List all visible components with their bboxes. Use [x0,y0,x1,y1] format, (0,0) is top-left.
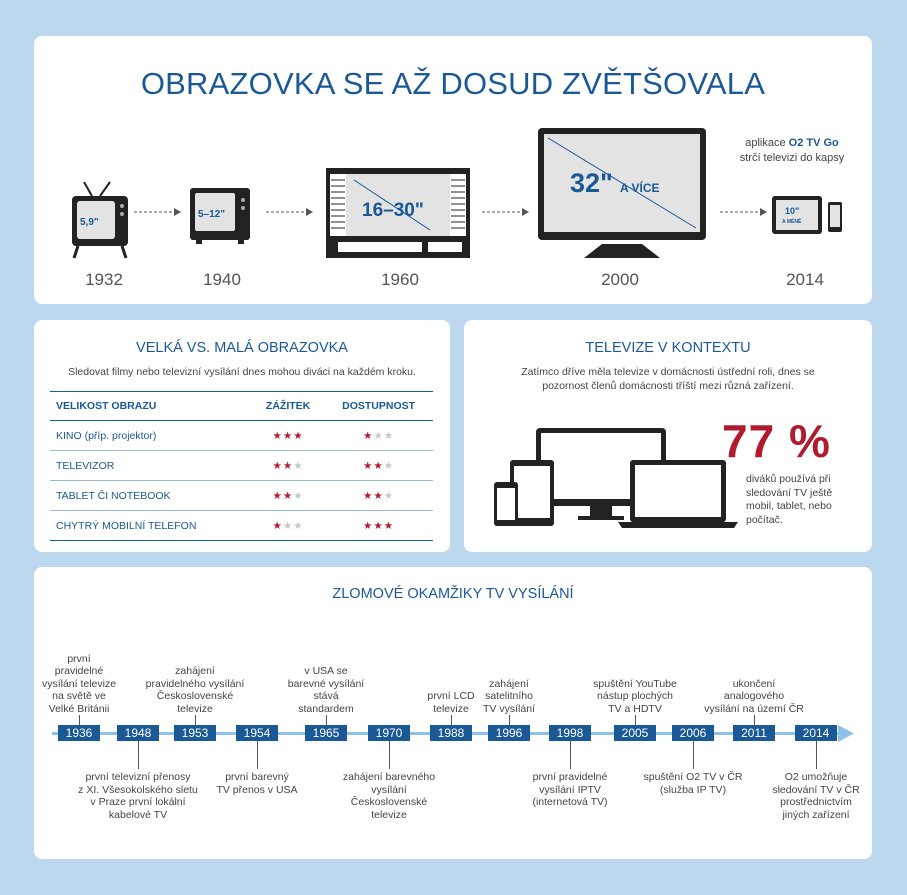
event-line: ukončení [732,677,776,690]
arrow-icon [720,207,768,217]
row-label: KINO (příp. projektor) [50,421,252,451]
timeline-year: 2011 [733,725,775,741]
timeline-year: 1998 [549,725,591,741]
star-empty-icon: ★ [293,459,304,472]
row-label: TABLET ČI NOTEBOOK [50,481,252,511]
note-line: mobil, tablet, nebo [746,500,832,512]
timeline-year: 2014 [795,725,837,741]
event-line: prostřednictvím [780,796,852,808]
star-filled-icon: ★ [362,429,374,442]
star-filled-icon: ★ [373,519,384,532]
tv-context-subtitle-line2: pozornost členů domácnosti tříští mezi různá zařízení. [542,380,794,392]
header-size: VELIKOST OBRAZU [50,392,252,421]
timeline-year: 1970 [368,725,410,741]
timeline-arrow-icon [838,725,854,742]
timeline-year: 2005 [614,725,656,741]
event-line: vysílání televize [41,677,117,690]
event-line: stává [313,690,339,702]
event-line: televize [371,808,407,821]
timeline-year: 1965 [305,725,347,741]
event-line: satelitního [485,690,533,702]
timeline-year: 1936 [58,725,100,741]
event-line: TV vysílání [483,702,535,715]
star-filled-icon: ★ [383,519,395,532]
event-1970 [314,771,464,821]
timeline-tick [816,741,817,769]
big-vs-small-title: VELKÁ VS. MALÁ OBRAZOVKA [136,340,348,356]
star-filled-icon: ★ [272,519,283,532]
star-empty-icon: ★ [373,429,384,442]
tablet-size-suffix: A MÉNĚ [782,219,802,225]
availability-rating [324,511,433,541]
table-row [50,481,433,511]
star-filled-icon: ★ [272,489,283,502]
year-2000: 2000 [601,270,639,289]
event-line: spuštění YouTube [593,677,677,690]
timeline-tick [138,741,139,769]
arrow-icon [266,207,314,217]
event-line: TV a HDTV [608,702,662,715]
timeline-tick [570,741,571,769]
event-line: na světě ve [52,690,106,702]
experience-rating [252,511,324,541]
screen-comparison-table [50,391,433,541]
row-label: TELEVIZOR [50,451,252,481]
year-1932: 1932 [85,270,123,289]
event-line: vysílání na území ČR [704,702,804,715]
event-line: televize [177,702,213,715]
tv-1960-illustration [324,166,472,260]
timeline-tick [195,715,196,725]
event-line: standardem [298,702,354,715]
star-empty-icon: ★ [383,459,395,472]
tablet-phone-illustration [770,194,850,238]
event-1953 [120,665,270,715]
star-filled-icon: ★ [362,489,374,502]
screen-growth-panel [34,36,872,304]
tv-1940-size: 5–12" [198,209,225,220]
event-line: pravidelné [54,665,104,677]
event-line: první barevný [225,771,289,783]
event-line: pravidelného vysílání [145,677,245,690]
tv-2000-size-suffix: A VÍCE [620,181,660,195]
event-line: zahájení barevného [342,771,436,783]
timeline-year: 2006 [672,725,714,741]
star-filled-icon: ★ [293,429,304,442]
event-line: zahájení [175,665,215,677]
timeline-tick [635,715,636,725]
event-line: první [67,652,91,665]
availability-rating [324,481,433,511]
arrow-icon [482,207,530,217]
experience-rating [252,481,324,511]
big-vs-small-subtitle: Sledovat filmy nebo televizní vysílání dnes mohou diváci na každém kroku. [68,366,416,378]
event-line: nástup plochých [597,690,673,702]
header-experience: ZÁŽITEK [252,392,324,421]
note-line: diváků používá při [746,473,831,485]
event-1954 [182,771,332,796]
event-line: (internetová TV) [532,796,608,808]
event-line: TV přenos v USA [216,783,298,796]
event-line: vysílání [371,783,407,796]
tv-1960-size: 16–30" [362,200,424,221]
timeline-tick [79,715,80,725]
app-note-prefix: aplikace [745,137,786,149]
event-2011 [679,678,829,716]
tv-context-panel [464,320,872,552]
tv-context-subtitle-line1: Zatímco dříve měla televize v domácnosti ústřední roli, dnes se [521,366,815,378]
percent-note [746,473,832,527]
event-line: spuštění O2 TV v ČR [643,771,743,783]
percent-value: 77 % [722,415,831,467]
star-empty-icon: ★ [293,489,304,502]
event-line: Československé [156,690,234,702]
event-line: zahájení [489,677,529,690]
tv-context-title: TELEVIZE V KONTEXTU [585,340,751,356]
row-label: CHYTRÝ MOBILNÍ TELEFON [50,511,252,541]
tv-2000-size: 32" [570,168,613,198]
event-line: (služba IP TV) [659,783,727,796]
tv-1932-size: 5,9" [80,217,99,228]
star-empty-icon: ★ [383,429,395,442]
timeline-year: 1953 [174,725,216,741]
timeline-tick [389,741,390,769]
note-line: počítač. [746,513,783,526]
star-empty-icon: ★ [282,519,294,532]
event-line: barevné vysílání [287,677,365,690]
timeline-year: 1954 [236,725,278,741]
event-line: kabelové TV [108,808,168,821]
availability-rating [324,421,433,451]
event-line: O2 umožňuje [784,771,848,783]
table-row [50,511,433,541]
milestones-title: ZLOMOVÉ OKAMŽIKY TV VYSÍLÁNÍ [332,586,574,602]
timeline-tick [326,715,327,725]
header-availability: DOSTUPNOST [324,392,433,421]
timeline-tick [693,741,694,769]
star-filled-icon: ★ [282,489,294,502]
timeline-year: 1948 [117,725,159,741]
event-line: první televizní přenosy [85,771,191,783]
experience-rating [252,451,324,481]
event-line: vysílání IPTV [539,783,601,796]
year-1960: 1960 [381,270,419,289]
event-line: televize [433,702,469,715]
star-filled-icon: ★ [272,459,283,472]
tablet-size: 10" [785,206,800,216]
app-note-brand: O2 TV Go [788,137,839,149]
table-row [50,451,433,481]
event-line: analogového [723,690,785,702]
tv-1940-illustration [186,186,256,246]
event-line: z XI. Všesokolského sletu [78,783,198,796]
timeline-tick [754,715,755,725]
star-filled-icon: ★ [373,489,384,502]
event-line: v Praze první lokální [90,796,186,808]
event-line: Československé [350,796,428,808]
timeline-year: 1996 [488,725,530,741]
app-note [722,136,862,166]
timeline-tick [451,715,452,725]
tv-1932-illustration [64,176,144,276]
timeline-year: 1988 [430,725,472,741]
screen-growth-title: OBRAZOVKA SE AŽ DOSUD ZVĚTŠOVALA [140,66,766,101]
availability-rating [324,451,433,481]
note-line: sledování TV ještě [746,486,833,499]
tv-context-subtitle [464,365,872,393]
year-1940: 1940 [203,270,241,289]
big-vs-small-panel [34,320,450,552]
timeline-tick [509,715,510,725]
star-filled-icon: ★ [362,459,374,472]
event-2014 [741,771,891,821]
event-line: sledování TV v ČR [772,783,860,796]
star-empty-icon: ★ [293,519,304,532]
event-line: první pravidelné [532,771,608,783]
event-line: první LCD [427,690,475,702]
star-filled-icon: ★ [282,459,294,472]
star-empty-icon: ★ [383,489,395,502]
tv-2000-illustration [534,126,710,262]
table-row [50,421,433,451]
devices-illustration [490,424,740,534]
star-filled-icon: ★ [362,519,374,532]
star-filled-icon: ★ [272,429,283,442]
app-note-suffix: strčí televizi do kapsy [739,152,845,164]
event-line: v USA se [304,665,348,677]
milestones-panel [34,567,872,859]
event-line: Velké Británii [48,702,110,715]
star-filled-icon: ★ [373,459,384,472]
arrow-icon [134,207,182,217]
experience-rating [252,421,324,451]
event-line: jiných zařízení [782,808,850,821]
year-2014: 2014 [786,270,824,289]
timeline-tick [257,741,258,769]
star-filled-icon: ★ [282,429,294,442]
